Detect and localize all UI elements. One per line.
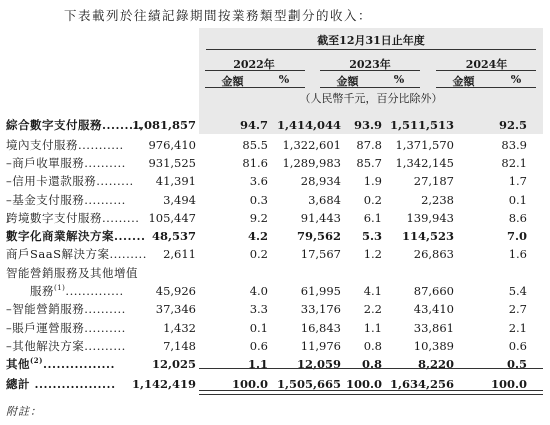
row-label: 數字化商業解決方案....... xyxy=(6,229,146,243)
percent-cell: 3.3 xyxy=(249,302,268,316)
total-top-rule xyxy=(199,368,543,369)
total-double-rule xyxy=(199,390,543,395)
table-row xyxy=(0,173,550,189)
percent-cell: 1.2 xyxy=(363,247,382,261)
year-underline-2024 xyxy=(436,70,536,71)
percent-cell: 2.2 xyxy=(363,302,382,316)
amount-cell: 43,410 xyxy=(413,302,454,316)
percent-cell: 0.1 xyxy=(508,193,527,207)
table-row xyxy=(0,155,550,171)
amount-cell: 12,025 xyxy=(151,357,196,371)
percent-cell: 0.8 xyxy=(363,339,382,353)
percent-cell: 93.9 xyxy=(353,118,382,132)
table-row xyxy=(0,210,550,226)
table-row xyxy=(0,301,550,317)
percent-cell: 100.0 xyxy=(231,377,268,391)
amount-cell: 41,391 xyxy=(155,174,196,188)
percent-cell: 94.7 xyxy=(239,118,268,132)
percent-cell: 0.5 xyxy=(506,357,527,371)
row-label: 其他$^{(2)}$................ xyxy=(6,356,116,371)
percent-cell: 0.6 xyxy=(508,339,527,353)
amount-cell: 8,220 xyxy=(417,357,454,371)
percent-cell: 0.1 xyxy=(249,321,268,335)
amount-cell: 1,634,256 xyxy=(389,377,454,391)
row-label: –賬戶運營服務.......... xyxy=(6,321,126,335)
amount-cell: 26,863 xyxy=(413,247,454,261)
amount-cell: 931,525 xyxy=(148,156,196,170)
row-label: 境內支付服務........... xyxy=(6,138,124,152)
percent-cell: 0.2 xyxy=(363,193,382,207)
row-label: –商戶收單服務.......... xyxy=(6,156,126,170)
row-label: 智能營銷服務及其他增值 xyxy=(6,266,138,280)
percent-cell: 1.1 xyxy=(247,357,268,371)
percent-cell: 100.0 xyxy=(490,377,527,391)
percent-cell: 85.5 xyxy=(242,138,268,152)
percent-cell: 1.1 xyxy=(363,321,382,335)
intro-text: 下表載列於往績記錄期間按業務類型劃分的收入： xyxy=(64,8,373,23)
percent-cell: 4.0 xyxy=(249,284,268,298)
amount-cell: 27,187 xyxy=(413,174,454,188)
percent-cell: 6.1 xyxy=(363,211,382,225)
amount-cell: 33,176 xyxy=(300,302,341,316)
table-row xyxy=(0,283,550,299)
unit-note: （人民幣千元，百分比除外） xyxy=(299,92,443,105)
percent-cell: 2.1 xyxy=(508,321,527,335)
row-label: –其他解決方案.......... xyxy=(6,339,126,353)
row-label: –智能營銷服務.......... xyxy=(6,302,126,316)
table-row xyxy=(0,137,550,153)
amount-cell: 1,081,857 xyxy=(131,118,196,132)
table-row xyxy=(0,246,550,262)
amount-cell: 87,660 xyxy=(413,284,454,298)
period-underline xyxy=(206,49,536,50)
percent-cell: 83.9 xyxy=(501,138,527,152)
amount-cell: 10,389 xyxy=(413,339,454,353)
table-row xyxy=(0,265,550,281)
leader-dots: .............. xyxy=(65,284,124,298)
percent-cell: 0.2 xyxy=(249,247,268,261)
amount-cell: 1,371,570 xyxy=(395,138,454,152)
amount-cell: 91,443 xyxy=(300,211,341,225)
percent-cell: 7.0 xyxy=(506,229,527,243)
amount-cell: 37,346 xyxy=(155,302,196,316)
amount-cell: 105,447 xyxy=(148,211,196,225)
amount-cell: 33,861 xyxy=(413,321,454,335)
amount-cell: 2,238 xyxy=(421,193,454,207)
amount-cell: 2,611 xyxy=(163,247,196,261)
amount-header-2022: 金額 xyxy=(221,75,244,88)
row-label: –信用卡還款服務......... xyxy=(6,174,134,188)
amount-cell: 79,562 xyxy=(296,229,341,243)
amount-cell: 3,494 xyxy=(163,193,196,207)
amount-cell: 1,342,145 xyxy=(395,156,454,170)
pct-header-2023: % xyxy=(393,73,405,86)
row-label: –基金支付服務.......... xyxy=(6,193,126,207)
year-2022: 2022年 xyxy=(233,58,275,71)
percent-cell: 85.7 xyxy=(356,156,382,170)
amount-cell: 1,505,665 xyxy=(276,377,341,391)
year-2024: 2024年 xyxy=(465,58,508,71)
row-label: 服務$^{(1)}$.............. xyxy=(30,284,124,298)
sub-underline-2023 xyxy=(320,87,420,88)
percent-cell: 4.2 xyxy=(247,229,268,243)
sub-underline-2024 xyxy=(436,87,536,88)
percent-cell: 2.7 xyxy=(508,302,527,316)
amount-header-2023: 金額 xyxy=(336,75,359,88)
percent-cell: 1.6 xyxy=(508,247,527,261)
table-row xyxy=(0,192,550,208)
percent-cell: 1.7 xyxy=(508,174,527,188)
sub-underline-2022 xyxy=(205,87,305,88)
amount-cell: 1,289,983 xyxy=(282,156,341,170)
amount-cell: 12,059 xyxy=(296,357,341,371)
table-row xyxy=(0,117,550,133)
amount-cell: 61,995 xyxy=(300,284,341,298)
year-2023: 2023年 xyxy=(349,58,391,71)
row-label: 綜合數字支付服務......... xyxy=(6,118,143,132)
pct-header-2024: % xyxy=(510,73,522,86)
amount-cell: 3,684 xyxy=(308,193,341,207)
percent-cell: 9.2 xyxy=(249,211,268,225)
percent-cell: 0.3 xyxy=(249,193,268,207)
footnote-label: 附註： xyxy=(6,405,42,418)
percent-cell: 92.5 xyxy=(498,118,527,132)
percent-cell: 0.8 xyxy=(361,357,382,371)
table-row xyxy=(0,228,550,244)
footnote-marker: (1) xyxy=(54,284,66,293)
percent-cell: 82.1 xyxy=(501,156,527,170)
percent-cell: 1.9 xyxy=(363,174,382,188)
amount-cell: 976,410 xyxy=(148,138,196,152)
percent-cell: 81.6 xyxy=(242,156,268,170)
table-row xyxy=(0,338,550,354)
amount-cell: 1,432 xyxy=(163,321,196,335)
amount-cell: 1,414,044 xyxy=(276,118,341,132)
year-underline-2023 xyxy=(320,70,420,71)
row-label: 商戶SaaS解決方案......... xyxy=(6,247,147,261)
amount-cell: 1,511,513 xyxy=(389,118,454,132)
row-label: 跨境數字支付服務......... xyxy=(6,211,140,225)
amount-cell: 11,976 xyxy=(300,339,341,353)
table-row xyxy=(0,320,550,336)
percent-cell: 5.4 xyxy=(508,284,527,298)
amount-cell: 17,567 xyxy=(300,247,341,261)
footnote-marker: (2) xyxy=(30,356,43,366)
amount-cell: 45,926 xyxy=(155,284,196,298)
leader-dots: ................ xyxy=(43,357,116,371)
amount-cell: 48,537 xyxy=(151,229,196,243)
pct-header-2022: % xyxy=(278,73,290,86)
row-label: 總計 .................. xyxy=(6,377,116,391)
amount-cell: 16,843 xyxy=(300,321,341,335)
amount-cell: 7,148 xyxy=(163,339,196,353)
amount-cell: 139,943 xyxy=(406,211,454,225)
amount-header-2024: 金額 xyxy=(452,75,475,88)
table-row xyxy=(0,356,550,372)
percent-cell: 5.3 xyxy=(361,229,382,243)
year-underline-2022 xyxy=(205,70,305,71)
percent-cell: 100.0 xyxy=(345,377,382,391)
amount-cell: 1,322,601 xyxy=(282,138,341,152)
percent-cell: 3.6 xyxy=(249,174,268,188)
period-header: 截至12月31日止年度 xyxy=(317,34,425,47)
amount-cell: 114,523 xyxy=(401,229,454,243)
amount-cell: 28,934 xyxy=(300,174,341,188)
percent-cell: 4.1 xyxy=(363,284,382,298)
amount-cell: 1,142,419 xyxy=(131,377,196,391)
percent-cell: 0.6 xyxy=(249,339,268,353)
percent-cell: 8.6 xyxy=(508,211,527,225)
percent-cell: 87.8 xyxy=(356,138,382,152)
